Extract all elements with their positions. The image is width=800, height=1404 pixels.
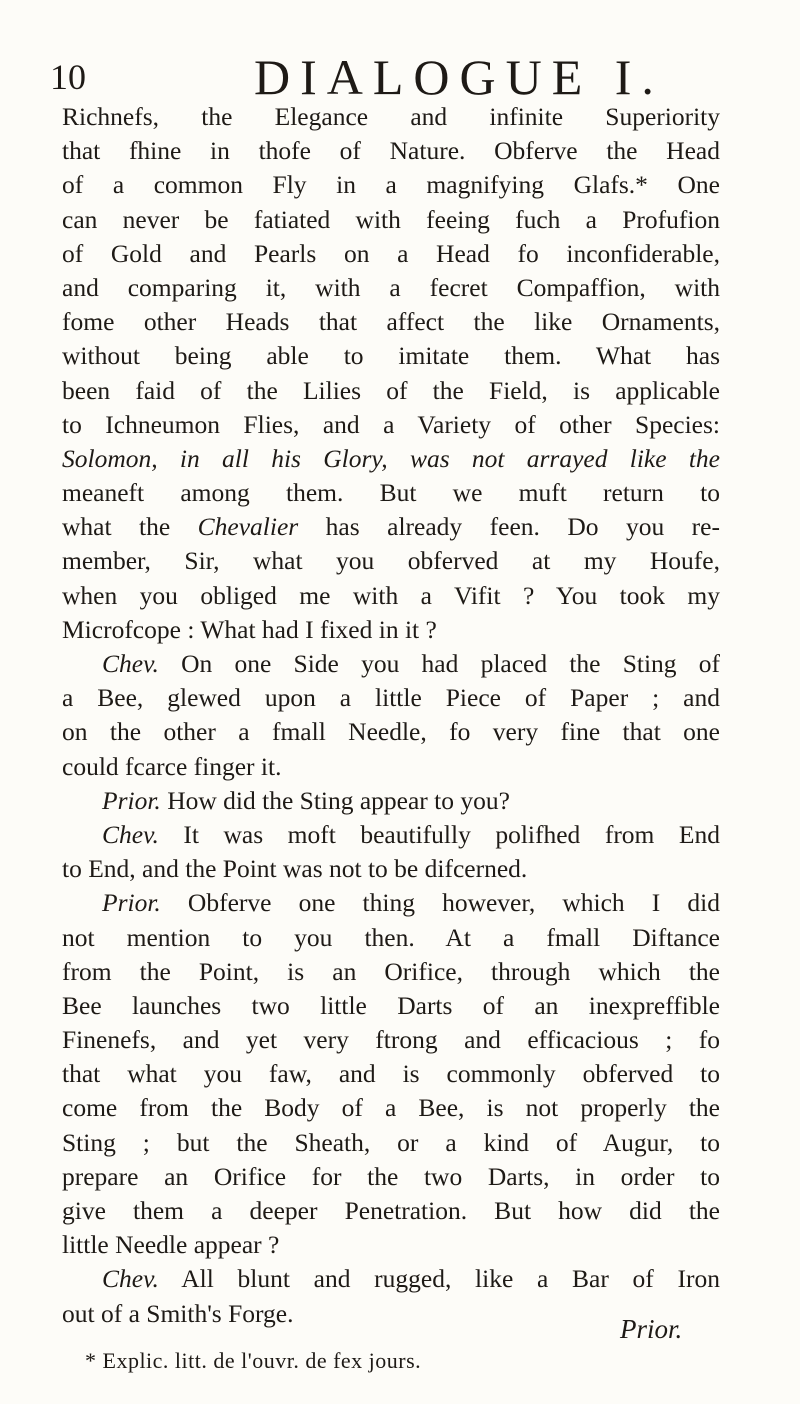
text-line: on the other a fmall Needle, fo very fine that one: [62, 717, 720, 747]
text-line: Finenefs, and yet very ftrong and efficacious ; fo: [62, 1025, 720, 1055]
text-line: a Bee, glewed upon a little Piece of Paper ; and: [62, 683, 720, 713]
text-line: and comparing it, with a fecret Compaffion, with: [62, 272, 720, 302]
text-line: what the Chevalier has already feen. Do you re-: [62, 512, 720, 542]
text-line: Bee launches two little Darts of an inexpreffible: [62, 990, 720, 1020]
speaker-name: Chev.: [102, 649, 159, 678]
running-head: DIALOGUE I.: [254, 49, 664, 105]
text-line: to End, and the Point was not to be difcerned.: [62, 854, 528, 884]
text-line: of a common Fly in a magnifying Glafs.* One: [62, 170, 720, 200]
footnote: * Explic. litt. de l'ouvr. de fex jours.: [85, 1348, 422, 1373]
text-line-italic: Solomon, in all his Glory, was not arrayed like the: [62, 443, 720, 473]
speaker-name: Prior.: [102, 785, 161, 815]
text-line: come from the Body of a Bee, is not properly the: [62, 1093, 720, 1123]
text-line: give them a deeper Penetration. But how did the: [62, 1196, 720, 1225]
text-line: without being able to imitate them. What has: [62, 341, 720, 371]
text-line: member, Sir, what you obferved at my Houfe,: [62, 546, 720, 576]
text-line: been faid of the Lilies of the Field, is applicable: [62, 375, 720, 405]
text-line: of Gold and Pearls on a Head fo inconfiderable,: [62, 238, 720, 268]
text-line: to Ichneumon Flies, and a Variety of other Species:: [62, 409, 720, 439]
text-line: could fcarce finger it.: [62, 751, 282, 781]
text-line: when you obliged me with a Vifit ? You took my: [62, 580, 720, 610]
text-line: from the Point, is an Orifice, through which the: [62, 956, 720, 986]
text-line: fome other Heads that affect the like Ornaments,: [62, 307, 720, 337]
text-line: little Needle appear ?: [62, 1230, 280, 1260]
text-line: Richnefs, the Elegance and infinite Superiority: [62, 102, 720, 131]
speaker-name: Chev.: [102, 1264, 159, 1294]
italic-word: Chevalier: [197, 512, 299, 542]
dialogue-line-prior: Prior. Obferve one thing however, which I did: [102, 888, 720, 918]
text-line: not mention to you then. At a fmall Diftance: [62, 922, 720, 952]
text-line: meaneft among them. But we muft return to: [62, 478, 720, 508]
page-header: [50, 48, 770, 105]
text-line: prepare an Orifice for the two Darts, in order to: [62, 1161, 720, 1191]
dialogue-line-chev: Chev. On one Side you had placed the Sting of: [102, 649, 720, 678]
text-line: Microfcope : What had I fixed in it ?: [62, 614, 437, 644]
body-text: [62, 100, 720, 1331]
speaker-name: Prior.: [102, 888, 161, 918]
page-number: 10: [50, 57, 86, 97]
dialogue-line-chev: Chev. All blunt and rugged, like a Bar of Iron: [102, 1264, 720, 1294]
dialogue-line-chev: Chev. It was moft beautifully polifhed from End: [102, 819, 720, 849]
text-line: that fhine in thofe of Nature. Obferve the Head: [62, 136, 720, 166]
text-line: can never be fatiated with feeing fuch a Profufion: [62, 204, 720, 234]
text-line: out of a Smith's Forge.: [62, 1298, 294, 1328]
speaker-name: Chev.: [102, 819, 159, 849]
text-line: Sting ; but the Sheath, or a kind of Augur, to: [62, 1127, 720, 1157]
dialogue-line-prior: Prior. How did the Sting appear to you?: [102, 785, 510, 815]
text-line: that what you faw, and is commonly obferved to: [62, 1059, 720, 1089]
catchword: Prior.: [620, 1314, 683, 1344]
